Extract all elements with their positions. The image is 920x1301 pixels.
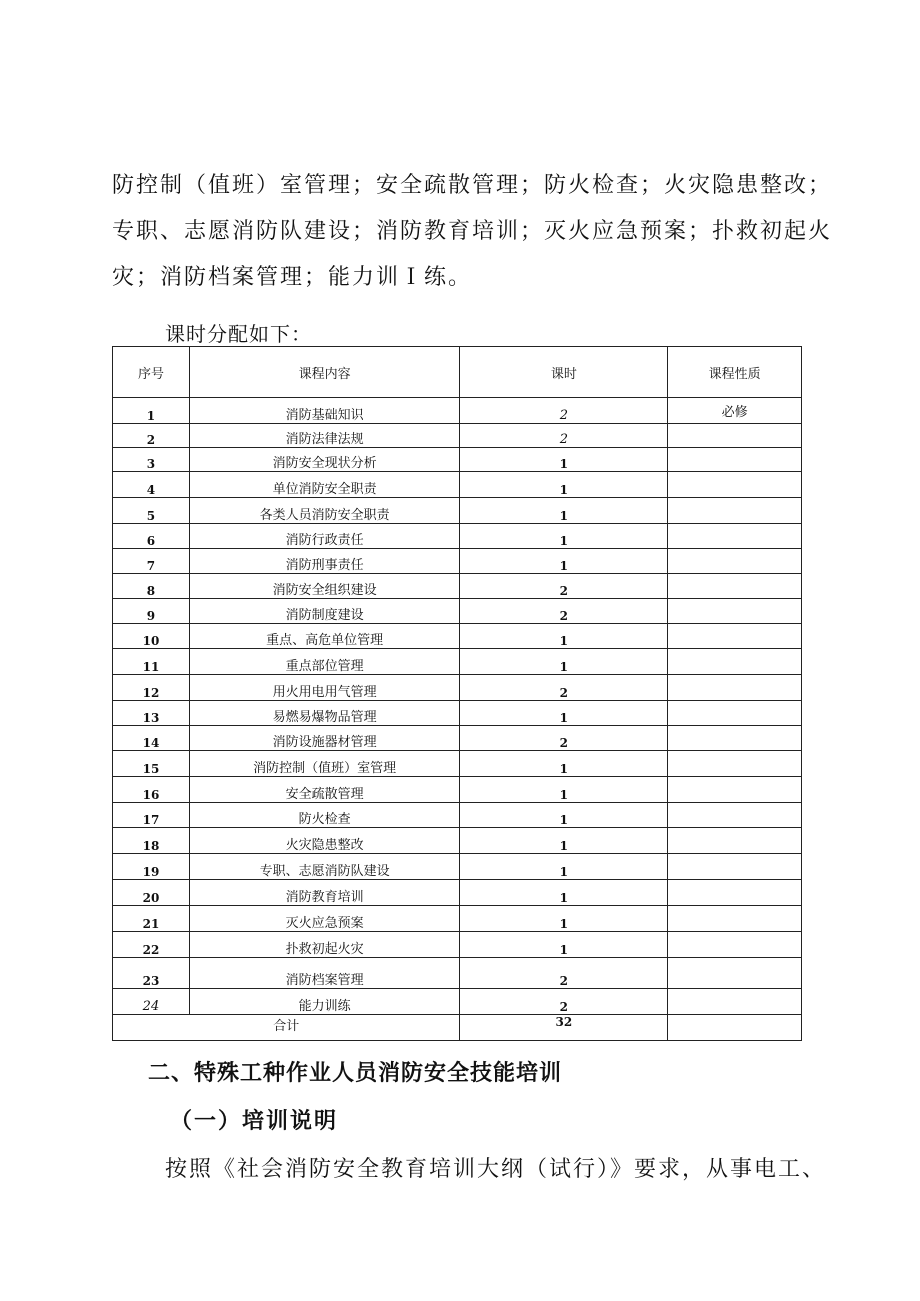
row-hours: 1 <box>460 854 668 880</box>
row-no: 7 <box>113 549 190 574</box>
row-nature <box>668 448 802 472</box>
row-hours: 1 <box>460 549 668 574</box>
table-row <box>113 726 802 751</box>
row-hours: 1 <box>460 448 668 472</box>
row-hours: 1 <box>460 751 668 777</box>
row-no: 13 <box>113 701 190 726</box>
row-hours: 1 <box>460 880 668 906</box>
row-nature <box>668 649 802 675</box>
table-row <box>113 549 802 574</box>
row-content: 消防安全组织建设 <box>189 574 460 599</box>
table-row <box>113 828 802 854</box>
row-nature <box>668 498 802 524</box>
table-row <box>113 701 802 726</box>
table-row <box>113 424 802 448</box>
table-row <box>113 649 802 675</box>
table-row <box>113 675 802 701</box>
header-content: 课程内容 <box>189 347 460 398</box>
intro-line-3: 灾；消防档案管理；能力训Ｉ练。 <box>112 265 473 290</box>
table-row <box>113 854 802 880</box>
row-no: 11 <box>113 649 190 675</box>
row-no: 8 <box>113 574 190 599</box>
row-nature <box>668 854 802 880</box>
row-nature <box>668 574 802 599</box>
row-nature <box>668 472 802 498</box>
intro-line-2: 专职、志愿消防队建设；消防教育培训；灭火应急预案；扑救初起火 <box>112 219 833 244</box>
row-nature <box>668 989 802 1015</box>
table-row <box>113 448 802 472</box>
header-nature: 课程性质 <box>668 347 802 398</box>
row-content: 消防安全现状分析 <box>189 448 460 472</box>
table-row <box>113 574 802 599</box>
row-no: 24 <box>113 989 190 1015</box>
row-hours: 1 <box>460 906 668 932</box>
row-nature <box>668 549 802 574</box>
total-hours: 32 <box>460 1015 668 1041</box>
intro-line-1: 防控制（值班）室管理；安全疏散管理；防火检查；火灾隐患整改； <box>112 173 833 198</box>
section-subheading: （一）培训说明 <box>170 1109 339 1134</box>
table-row <box>113 472 802 498</box>
row-hours: 2 <box>460 726 668 751</box>
row-hours: 1 <box>460 777 668 803</box>
row-hours: 2 <box>460 958 668 989</box>
row-content: 扑救初起火灾 <box>189 932 460 958</box>
row-content: 消防制度建设 <box>189 599 460 624</box>
row-nature <box>668 828 802 854</box>
row-nature <box>668 424 802 448</box>
row-nature <box>668 777 802 803</box>
row-content: 消防教育培训 <box>189 880 460 906</box>
row-content: 火灾隐患整改 <box>189 828 460 854</box>
row-no: 12 <box>113 675 190 701</box>
section-heading: 二、特殊工种作业人员消防安全技能培训 <box>148 1061 563 1086</box>
row-nature <box>668 701 802 726</box>
row-hours: 2 <box>460 424 668 448</box>
row-content: 能力训练 <box>189 989 460 1015</box>
row-no: 19 <box>113 854 190 880</box>
row-no: 14 <box>113 726 190 751</box>
row-content: 消防刑事责任 <box>189 549 460 574</box>
row-no: 15 <box>113 751 190 777</box>
row-content: 各类人员消防安全职责 <box>189 498 460 524</box>
course-hours-table <box>112 346 802 1041</box>
row-hours: 1 <box>460 524 668 549</box>
table-row <box>113 989 802 1015</box>
row-content: 易燃易爆物品管理 <box>189 701 460 726</box>
row-no: 10 <box>113 624 190 649</box>
row-no: 4 <box>113 472 190 498</box>
row-content: 重点、高危单位管理 <box>189 624 460 649</box>
total-nature <box>668 1015 802 1041</box>
row-content: 单位消防安全职责 <box>189 472 460 498</box>
row-hours: 2 <box>460 675 668 701</box>
table-row <box>113 932 802 958</box>
row-content: 消防控制（值班）室管理 <box>189 751 460 777</box>
row-nature <box>668 880 802 906</box>
row-content: 消防行政责任 <box>189 524 460 549</box>
section-text: 按照《社会消防安全教育培训大纲（试行）》要求，从事电工、 <box>165 1157 827 1182</box>
total-label: 合计 <box>113 1015 460 1041</box>
row-content: 消防设施器材管理 <box>189 726 460 751</box>
row-no: 5 <box>113 498 190 524</box>
row-content: 防火检查 <box>189 803 460 828</box>
row-content: 重点部位管理 <box>189 649 460 675</box>
table-row <box>113 498 802 524</box>
row-hours: 1 <box>460 932 668 958</box>
row-hours: 2 <box>460 398 668 424</box>
row-hours: 1 <box>460 803 668 828</box>
row-nature <box>668 599 802 624</box>
table-header-row <box>113 347 802 398</box>
row-nature <box>668 675 802 701</box>
row-content: 消防档案管理 <box>189 958 460 989</box>
row-hours: 1 <box>460 624 668 649</box>
table-row <box>113 751 802 777</box>
table-row <box>113 803 802 828</box>
row-no: 2 <box>113 424 190 448</box>
row-no: 16 <box>113 777 190 803</box>
row-nature <box>668 524 802 549</box>
header-no: 序号 <box>113 347 190 398</box>
table-row <box>113 880 802 906</box>
row-nature <box>668 803 802 828</box>
table-row <box>113 599 802 624</box>
row-no: 18 <box>113 828 190 854</box>
allocation-label: 课时分配如下： <box>165 322 312 346</box>
row-no: 6 <box>113 524 190 549</box>
row-hours: 2 <box>460 574 668 599</box>
table-row <box>113 398 802 424</box>
row-hours: 1 <box>460 828 668 854</box>
row-nature <box>668 624 802 649</box>
row-no: 23 <box>113 958 190 989</box>
row-no: 3 <box>113 448 190 472</box>
table-row <box>113 906 802 932</box>
table-total-row <box>113 1015 802 1041</box>
row-nature <box>668 906 802 932</box>
row-nature: 必修 <box>668 398 802 424</box>
row-no: 1 <box>113 398 190 424</box>
row-content: 用火用电用气管理 <box>189 675 460 701</box>
row-content: 灭火应急预案 <box>189 906 460 932</box>
row-nature <box>668 932 802 958</box>
row-hours: 2 <box>460 599 668 624</box>
row-hours: 1 <box>460 649 668 675</box>
table-row <box>113 958 802 989</box>
row-nature <box>668 726 802 751</box>
row-no: 17 <box>113 803 190 828</box>
row-no: 22 <box>113 932 190 958</box>
row-nature <box>668 958 802 989</box>
row-content: 安全疏散管理 <box>189 777 460 803</box>
row-hours: 1 <box>460 498 668 524</box>
table-row <box>113 524 802 549</box>
row-no: 20 <box>113 880 190 906</box>
row-content: 专职、志愿消防队建设 <box>189 854 460 880</box>
row-no: 21 <box>113 906 190 932</box>
row-no: 9 <box>113 599 190 624</box>
row-nature <box>668 751 802 777</box>
row-hours: 1 <box>460 701 668 726</box>
row-content: 消防基础知识 <box>189 398 460 424</box>
row-hours: 2 <box>460 989 668 1015</box>
row-hours: 1 <box>460 472 668 498</box>
table-row <box>113 624 802 649</box>
row-content: 消防法律法规 <box>189 424 460 448</box>
header-hours: 课时 <box>460 347 668 398</box>
table-row <box>113 777 802 803</box>
